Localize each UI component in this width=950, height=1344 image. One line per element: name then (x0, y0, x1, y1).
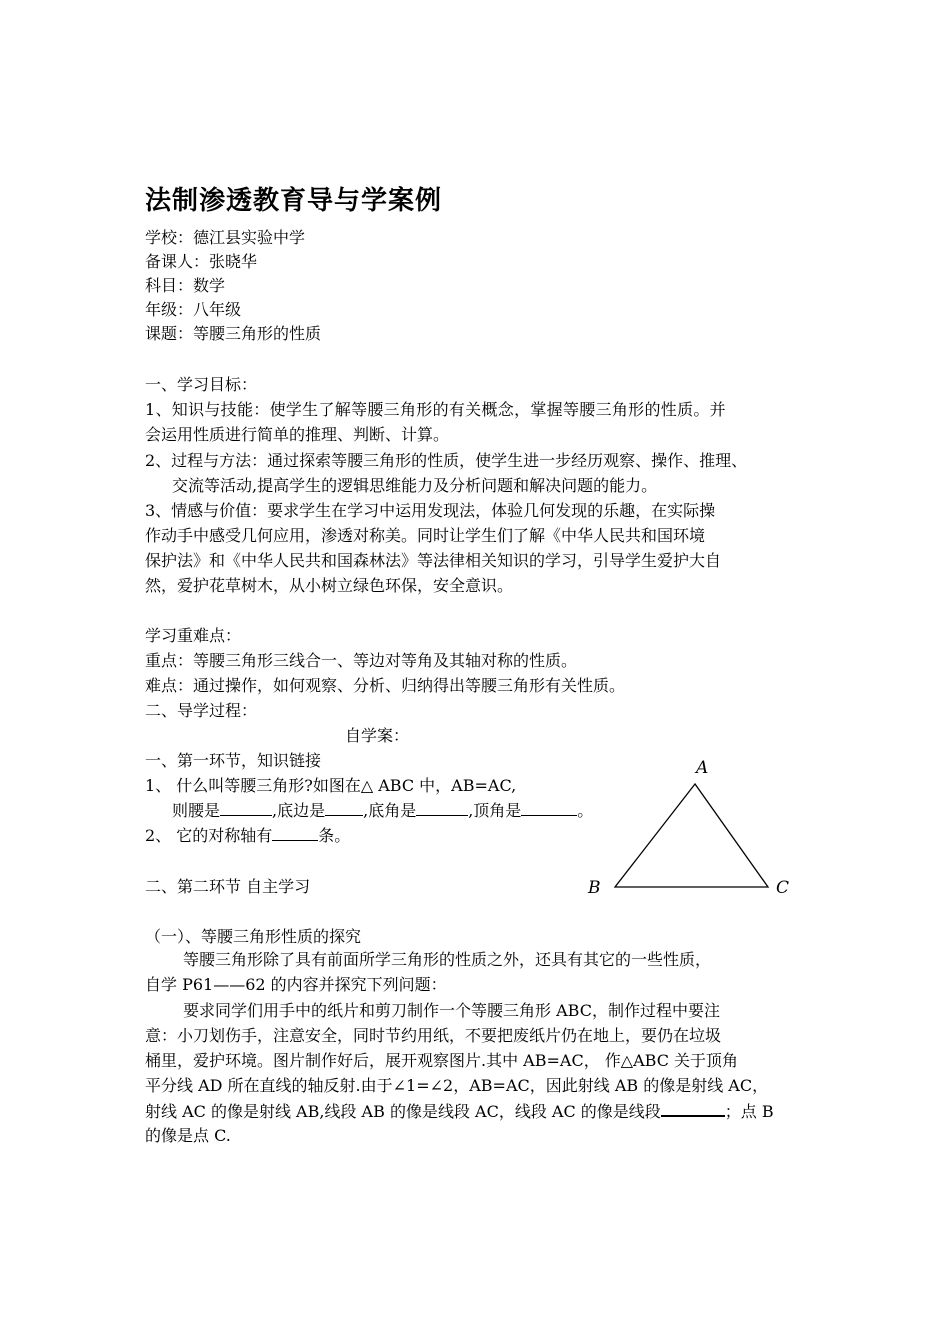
triangle-abc (615, 784, 768, 887)
para2-line2: 意：小刀划伤手，注意安全，同时节约用纸，不要把废纸片仍在地上，要仍在垃圾 (145, 1026, 722, 1045)
q1-period: 。 (577, 801, 594, 820)
q1-base-angle-label: ,底角是 (363, 801, 417, 820)
blank-segment[interactable] (661, 1099, 725, 1117)
meta-topic: 课题：等腰三角形的性质 (145, 324, 322, 343)
goal3-line1: 3、情感与价值：要求学生在学习中运用发现法，体验几何发现的乐趣，在实际操 (145, 501, 716, 520)
goal3-line2: 作动手中感受几何应用，渗透对称美。同时让学生们了解《中华人民共和国环境 (145, 526, 706, 545)
vertex-b-label: B (588, 878, 601, 898)
section2-heading: 二、导学过程： (145, 701, 258, 720)
link2-heading: 二、第二环节 自主学习 (145, 877, 311, 896)
vertex-a-label: A (696, 758, 709, 778)
blank-leg[interactable] (220, 799, 272, 816)
self-study-label: 自学案： (345, 726, 410, 745)
document-title: 法制渗透教育导与学案例 (145, 186, 443, 216)
question2 (145, 824, 350, 848)
difficult-point: 难点：通过操作，如何观察、分析、归纳得出等腰三角形有关性质。 (145, 676, 626, 695)
q1-base-label: ,底边是 (272, 801, 326, 820)
goal1-line2: 会运用性质进行简单的推理、判断、计算。 (145, 425, 450, 444)
para2-line6: 的像是点 C. (145, 1126, 231, 1145)
triangle-figure (580, 750, 800, 900)
blank-apex-angle[interactable] (521, 799, 577, 816)
para1-line2: 自学 P61——62 的内容并探究下列问题： (145, 975, 447, 994)
key-points-heading: 学习重难点： (145, 626, 242, 645)
para2-line4: 平分线 AD 所在直线的轴反射.由于∠1=∠2，AB=AC，因此射线 AB 的像是射线 AC， (145, 1076, 769, 1095)
blank-base[interactable] (325, 799, 363, 816)
q2-suffix: 条。 (318, 826, 351, 845)
meta-teacher: 备课人：张晓华 (145, 252, 258, 271)
goal1-line1: 1、知识与技能：使学生了解等腰三角形的有关概念，掌握等腰三角形的性质。并 (145, 400, 726, 419)
blank-axis-count[interactable] (272, 824, 318, 841)
q2-label: 2、 它的对称轴有 (145, 826, 273, 845)
section1-heading: 一、学习目标： (145, 375, 258, 394)
q1-leg-label: 则腰是 (172, 801, 221, 820)
goal2-line1: 2、过程与方法：通过探索等腰三角形的性质，使学生进一步经历观察、操作、推理、 (145, 451, 748, 470)
meta-school: 学校：德江县实验中学 (145, 228, 306, 247)
vertex-c-label: C (776, 878, 790, 898)
q1-apex-angle-label: ,顶角是 (468, 801, 522, 820)
goal2-line2: 交流等活动,提高学生的逻辑思维能力及分析问题和解决问题的能力。 (172, 476, 658, 495)
para2-line5-text: 射线 AC 的像是射线 AB,线段 AB 的像是线段 AC，线段 AC 的像是线段 (145, 1102, 661, 1121)
meta-grade: 年级：八年级 (145, 300, 242, 319)
blank-base-angle[interactable] (416, 799, 468, 816)
link1-heading: 一、第一环节，知识链接 (145, 751, 322, 770)
subsection1-heading: （一）、等腰三角形性质的探究 (145, 927, 362, 946)
key-point: 重点：等腰三角形三线合一、等边对等角及其轴对称的性质。 (145, 651, 578, 670)
goal3-line3: 保护法》和《中华人民共和国森林法》等法律相关知识的学习，引导学生爱护大自 (145, 551, 722, 570)
goal3-line4: 然，爱护花草树木，从小树立绿色环保，安全意识。 (145, 576, 514, 595)
para2-line3: 桶里，爱护环境。图片制作好后，展开观察图片.其中 AB=AC， 作△ABC 关于顶角 (145, 1051, 739, 1070)
para2-line1: 要求同学们用手中的纸片和剪刀制作一个等腰三角形 ABC，制作过程中要注 (183, 1001, 720, 1020)
question1-line1: 1、 什么叫等腰三角形?如图在△ ABC 中，AB=AC, (145, 776, 517, 795)
para1-line1: 等腰三角形除了具有前面所学三角形的性质之外，还具有其它的一些性质， (183, 950, 712, 969)
para2-line5-suffix: ；点 B (724, 1102, 774, 1121)
question1-line2 (172, 799, 593, 823)
meta-subject: 科目：数学 (145, 276, 226, 295)
para2-line5 (145, 1099, 774, 1124)
